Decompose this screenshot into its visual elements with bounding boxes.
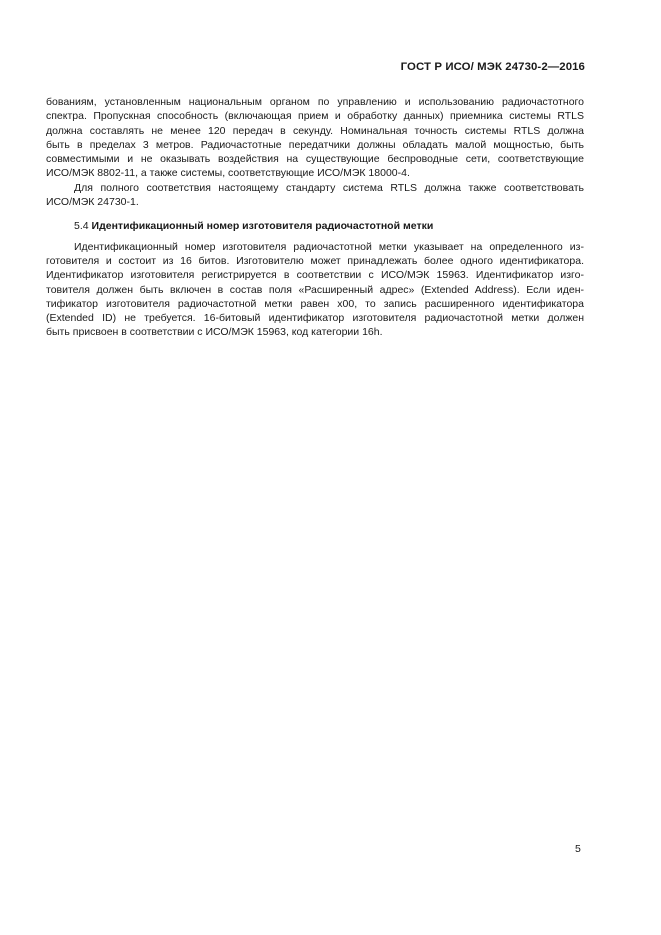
text-line: товителя должен быть включен в состав поля «Расширенный адрес» (Extended Address). Если иден- [46,283,584,296]
page-number: 5 [575,843,581,855]
text-line: готовителя и состоит из 16 битов. Изготовителю может принадлежать более одного идентификатора. [46,254,584,267]
text-line: быть присвоен в соответствии с ИСО/МЭК 15963, код категории 16h. [46,326,383,339]
text-line: Идентификационный номер изготовителя радиочастотной метки указывает на определенного из- [74,240,584,253]
document-body [46,95,584,340]
text-line: ИСО/МЭК 8802-11, а также системы, соответствующие ИСО/МЭК 18000-4. [46,167,410,180]
text-line: совместимыми и не оказывать воздействия на существующие беспроводные сети, соответствующие [46,153,584,166]
text-line: Для полного соответствия настоящему стандарту система RTLS должна также соответствовать [74,181,584,194]
text-line: Идентификатор изготовителя регистрируется в соответствии с ИСО/МЭК 15963. Идентификатор изго- [46,269,584,282]
paragraph-manufacturer-id [46,240,584,340]
section-number: 5.4 [74,220,89,233]
text-line: спектра. Пропускная способность (включающая прием и обработку данных) приемника системы RTLS [46,110,584,123]
text-line: должна составлять не менее 120 передач в секунду. Номинальная точность системы RTLS должна [46,124,584,137]
standard-code-header: ГОСТ Р ИСО/ МЭК 24730-2—2016 [400,61,585,73]
section-title: Идентификационный номер изготовителя радиочастотной метки [91,220,434,233]
paragraph-full-compliance [46,181,584,210]
text-line: ИСО/МЭК 24730-1. [46,196,139,209]
paragraph-spectrum-requirements [46,95,584,181]
section-heading [46,219,584,233]
text-line: быть в пределах 3 метров. Радиочастотные передатчики должны обладать малой мощностью, быть [46,138,584,151]
text-line: (Extended ID) не требуется. 16-битовый идентификатор изготовителя радиочастотной метки должен [46,312,584,325]
text-line: тификатор изготовителя радиочастотной метки равен х00, то запись расширенного идентификатора [46,297,584,310]
text-line: бованиям, установленным национальным органом по управлению и использованию радиочастотного [46,96,584,108]
